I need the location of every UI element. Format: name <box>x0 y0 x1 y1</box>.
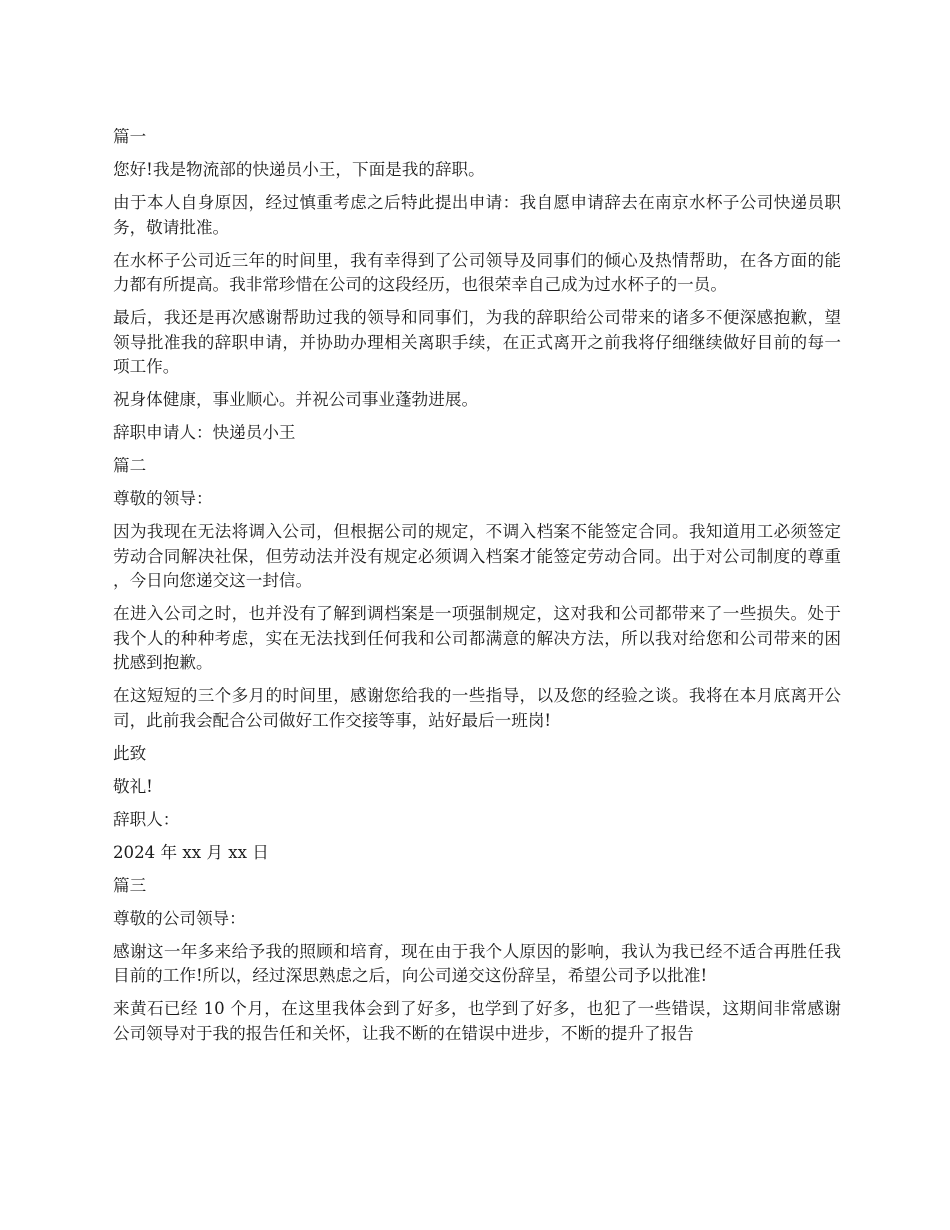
body-paragraph: 因为我现在无法将调入公司，但根据公司的规定，不调入档案不能签定合同。我知道用工必须签定劳动合同解决社保，但劳动法并没有规定必须调入档案才能签定劳动合同。出于对公司制度的尊重，今日向您递交这一封信。 <box>113 522 841 590</box>
body-paragraph: 最后，我还是再次感谢帮助过我的领导和同事们，为我的辞职给公司带来的诸多不便深感抱歉，望领导批准我的辞职申请，并协助办理相关离职手续，在正式离开之前我将仔细继续做好目前的每一项工作。 <box>113 308 841 376</box>
body-paragraph: 在水杯子公司近三年的时间里，我有幸得到了公司领导及同事们的倾心及热情帮助，在各方面的能力都有所提高。我非常珍惜在公司的这段经历，也很荣幸自己成为过水杯子的一员。 <box>113 250 841 294</box>
closing-line: 此致 <box>113 743 147 763</box>
closing-line: 敬礼! <box>113 776 153 796</box>
section-heading-3: 篇三 <box>113 875 147 895</box>
section-heading-1: 篇一 <box>113 127 147 146</box>
document-page <box>113 125 841 1055</box>
closing-wish: 祝身体健康，事业顺心。并祝公司事业蓬勃进展。 <box>113 390 479 409</box>
section-heading-2: 篇二 <box>113 456 147 475</box>
signature-line: 辞职人： <box>113 809 180 829</box>
body-paragraph: 感谢这一年多来给予我的照顾和培育，现在由于我个人原因的影响，我认为我已经不适合再胜任我目前的工作!所以，经过深思熟虑之后，向公司递交这份辞呈，希望公司予以批准! <box>113 941 841 985</box>
salutation: 尊敬的领导： <box>113 489 213 508</box>
greeting-paragraph: 您好!我是物流部的快递员小王，下面是我的辞职。 <box>113 160 485 179</box>
body-paragraph: 由于本人自身原因，经过慎重考虑之后特此提出申请：我自愿申请辞去在南京水杯子公司快递员职务，敬请批准。 <box>113 193 841 237</box>
salutation: 尊敬的公司领导： <box>113 908 246 928</box>
body-paragraph: 来黄石已经 10 个月，在这里我体会到了好多，也学到了好多，也犯了一些错误，这期间非常感谢公司领导对于我的报告任和关怀，让我不断的在错误中进步，不断的提升了报告 <box>113 999 841 1043</box>
body-paragraph: 在进入公司之时，也并没有了解到调档案是一项强制规定，这对我和公司都带来了一些损失。处于我个人的种种考虑，实在无法找到任何我和公司都满意的解决方法，所以我对给您和公司带来的困扰感到抱歉。 <box>113 604 841 672</box>
date-line: 2024 年 xx 月 xx 日 <box>113 842 269 862</box>
signature-line: 辞职申请人：快递员小王 <box>113 423 296 442</box>
body-paragraph: 在这短短的三个多月的时间里，感谢您给我的一些指导，以及您的经验之谈。我将在本月底离开公司，此前我会配合公司做好工作交接等事，站好最后一班岗! <box>113 686 841 730</box>
